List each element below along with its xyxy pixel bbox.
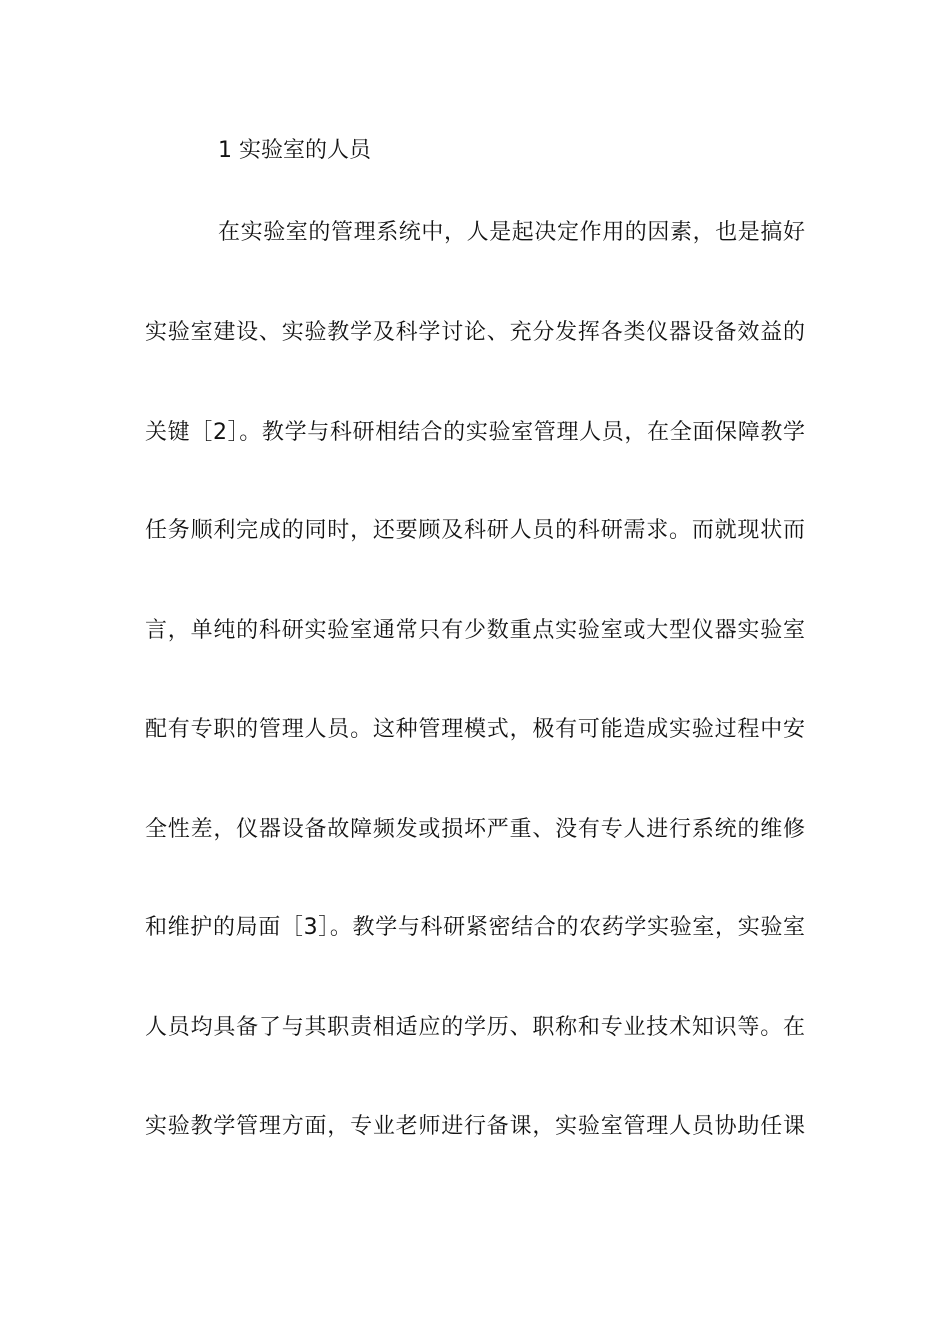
paragraph-line: 实验教学管理方面，专业老师进行备课，实验室管理人员协助任课: [145, 1114, 805, 1139]
paragraph-line: 关键［2］。教学与科研相结合的实验室管理人员，在全面保障教学: [145, 420, 805, 445]
section-heading: 1 实验室的人员: [218, 138, 371, 163]
paragraph-line: 全性差，仪器设备故障频发或损坏严重、没有专人进行系统的维修: [145, 817, 805, 842]
paragraph-line: 实验室建设、实验教学及科学讨论、充分发挥各类仪器设备效益的: [145, 320, 805, 345]
paragraph-line: 和维护的局面［3］。教学与科研紧密结合的农药学实验室，实验室: [145, 915, 805, 940]
paragraph-line: 在实验室的管理系统中，人是起决定作用的因素，也是搞好: [218, 220, 805, 245]
paragraph-line: 配有专职的管理人员。这种管理模式，极有可能造成实验过程中安: [145, 717, 805, 742]
paragraph-line: 人员均具备了与其职责相适应的学历、职称和专业技术知识等。在: [145, 1015, 805, 1040]
paragraph-line: 言，单纯的科研实验室通常只有少数重点实验室或大型仪器实验室: [145, 618, 805, 643]
paragraph-line: 任务顺利完成的同时，还要顾及科研人员的科研需求。而就现状而: [145, 518, 805, 543]
